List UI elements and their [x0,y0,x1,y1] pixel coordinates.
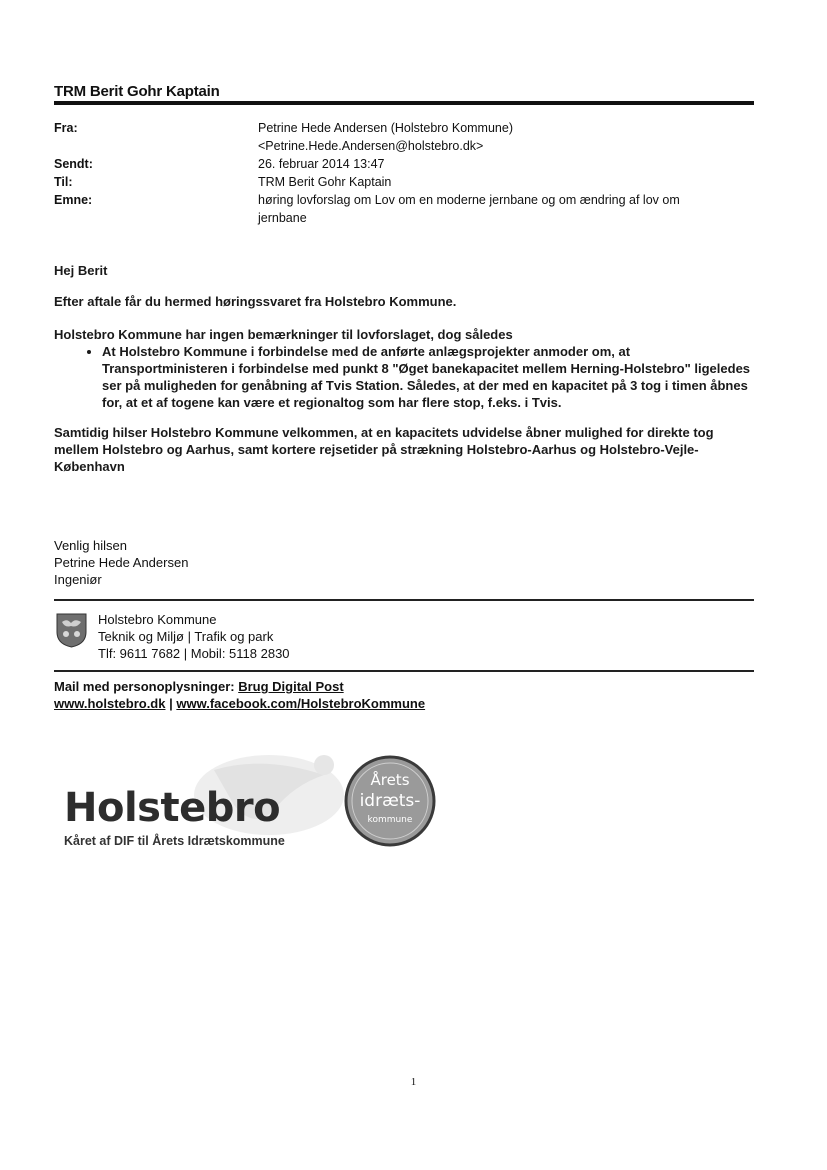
header-label: Til: [54,175,73,189]
header-label: Emne: [54,193,93,207]
page-number: 1 [410,1076,417,1088]
header-label: Sendt: [54,157,93,171]
sent-date: 26. februar 2014 13:47 [258,157,385,171]
header-sent [54,155,754,173]
lead-sentence: Holstebro Kommune har ingen bemærkninger til lovforslaget, dog således [54,327,513,342]
closing-paragraph: Samtidig hilser Holstebro Kommune velkommen, at en kapacitets udvidelse åbner mulighed for direkte tog mellem Holstebro og Aarhus, samt kortere rejsetider på strækning Holstebro-Aarhus og Holstebro-Vejle- København [54,425,714,474]
header-value [258,119,754,155]
contact-phone: Tlf: 9611 7682 | Mobil: 5118 2830 [98,646,290,661]
links-block [54,678,425,712]
main-paragraph [54,326,759,411]
from-name: Petrine Hede Andersen (Holstebro Kommune) [258,121,513,135]
banner-wordmark: Holstebro [64,785,281,831]
list-item: • At Holstebro Kommune i forbindelse med de anførte anlægsprojekter anmoder om, at Transportministeren i forbindelse med punkt 8 "Øget banekapacitet mellem Herning-Holstebro" ligeledes ser på muligheden for genåbning af Tvis Station. Således, at der med en kapacitet på 3 tog i timen åbnes for, at et af togene kan være et regionaltog som har flere stop, f.eks. i Tvis. [102,343,759,411]
subject-text [258,191,754,227]
subject-line-1: høring lovforslag om Lov om en moderne jernbane og om ændring af lov om [258,193,680,207]
facebook-link[interactable]: www.facebook.com/HolstebroKommune [176,696,426,711]
recipient-title: TRM Berit Gohr Kaptain [54,83,220,100]
header-from [54,119,754,155]
from-address: <Petrine.Hede.Andersen@holstebro.dk> [258,139,484,153]
signature-divider-bottom [54,670,754,672]
award-badge [344,751,436,851]
contact-block [98,611,290,662]
mail-label: Mail med personoplysninger: [54,679,239,694]
digital-post-link[interactable]: Brug Digital Post [238,679,344,694]
subject-line-2: jernbane [258,211,307,225]
header-to [54,173,754,191]
contact-dept: Teknik og Miljø | Trafik og park [98,629,274,644]
email-header-block [54,119,754,227]
municipality-crest-icon [55,612,88,648]
mail-line [54,678,425,695]
request-list [54,343,759,411]
web-line [54,695,425,712]
website-link[interactable]: www.holstebro.dk [54,696,166,711]
badge-line-3: kommune [367,815,413,825]
sender-name: Petrine Hede Andersen [54,555,189,570]
badge-line-2: idræts- [359,791,421,811]
header-subject [54,191,754,227]
to-recipient: TRM Berit Gohr Kaptain [258,175,392,189]
banner-subtitle: Kåret af DIF til Årets Idrætskommune [64,834,285,848]
holstebro-banner [54,735,454,865]
regards: Venlig hilsen [54,538,127,553]
signature-divider-top [54,599,754,601]
greeting: Hej Berit [54,263,108,278]
title-divider [54,101,754,105]
badge-line-1: Årets [370,771,410,789]
contact-org: Holstebro Kommune [98,612,217,627]
signature-block [54,537,188,588]
intro-paragraph: Efter aftale får du hermed høringssvaret fra Holstebro Kommune. [54,294,457,309]
header-label: Fra: [54,121,78,135]
sender-role: Ingeniør [54,572,102,587]
link-separator: | [165,696,177,711]
